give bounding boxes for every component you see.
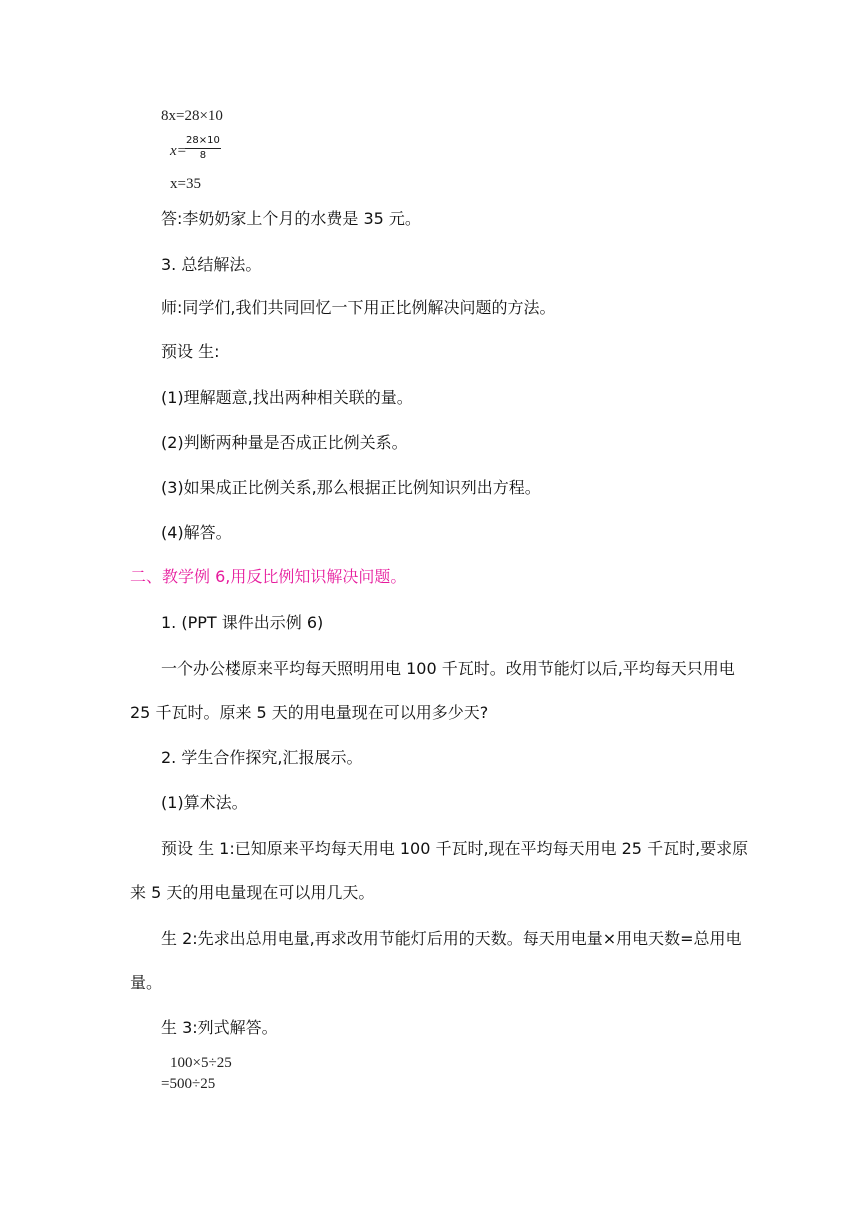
equation-line-3-text: x=35 — [170, 176, 201, 192]
preset-label: 预设 生: — [161, 342, 220, 361]
equation-line-1 — [161, 106, 223, 126]
equation-line-2-lhs: x= — [170, 143, 187, 159]
method-item-3: (3)如果成正比例关系,那么根据正比例知识列出方程。 — [161, 478, 541, 497]
equation-line-3 — [170, 174, 201, 194]
student-3-line: 生 3:列式解答。 — [161, 1018, 278, 1037]
fraction-numerator: 28×10 — [185, 135, 221, 149]
student-1-line-1: 预设 生 1:已知原来平均每天用电 100 千瓦时,现在平均每天用电 25 千瓦时,要求原 — [161, 839, 749, 858]
method-item-4: (4)解答。 — [161, 523, 232, 542]
student-2-line-2: 量。 — [130, 973, 163, 992]
step-3-heading: 3. 总结解法。 — [161, 255, 262, 274]
student-1-line-2: 来 5 天的用电量现在可以用几天。 — [130, 883, 375, 902]
section-2-heading: 二、教学例 6,用反比例知识解决问题。 — [130, 567, 407, 586]
ppt-reference: 1. (PPT 课件出示例 6) — [161, 613, 324, 632]
problem-line-1: 一个办公楼原来平均每天照明用电 100 千瓦时。改用节能灯以后,平均每天只用电 — [161, 659, 735, 678]
fraction-denominator: 8 — [199, 150, 207, 161]
answer-paragraph: 答:李奶奶家上个月的水费是 35 元。 — [161, 209, 421, 228]
fraction — [185, 135, 221, 162]
student-2-line-1: 生 2:先求出总用电量,再求改用节能灯后用的天数。每天用电量×用电天数=总用电 — [161, 929, 742, 948]
teacher-paragraph: 师:同学们,我们共同回忆一下用正比例解决问题的方法。 — [161, 298, 556, 317]
method-item-1: (1)理解题意,找出两种相关联的量。 — [161, 388, 413, 407]
method-item-2: (2)判断两种量是否成正比例关系。 — [161, 433, 408, 452]
equation-line-1-text: 8x=28×10 — [161, 108, 223, 124]
calc-line-1: 100×5÷25 — [170, 1055, 232, 1071]
arithmetic-method: (1)算术法。 — [161, 793, 248, 812]
calc-line-2: =500÷25 — [161, 1076, 216, 1092]
cooperation-heading: 2. 学生合作探究,汇报展示。 — [161, 748, 363, 767]
problem-line-2: 25 千瓦时。原来 5 天的用电量现在可以用多少天? — [130, 703, 489, 722]
